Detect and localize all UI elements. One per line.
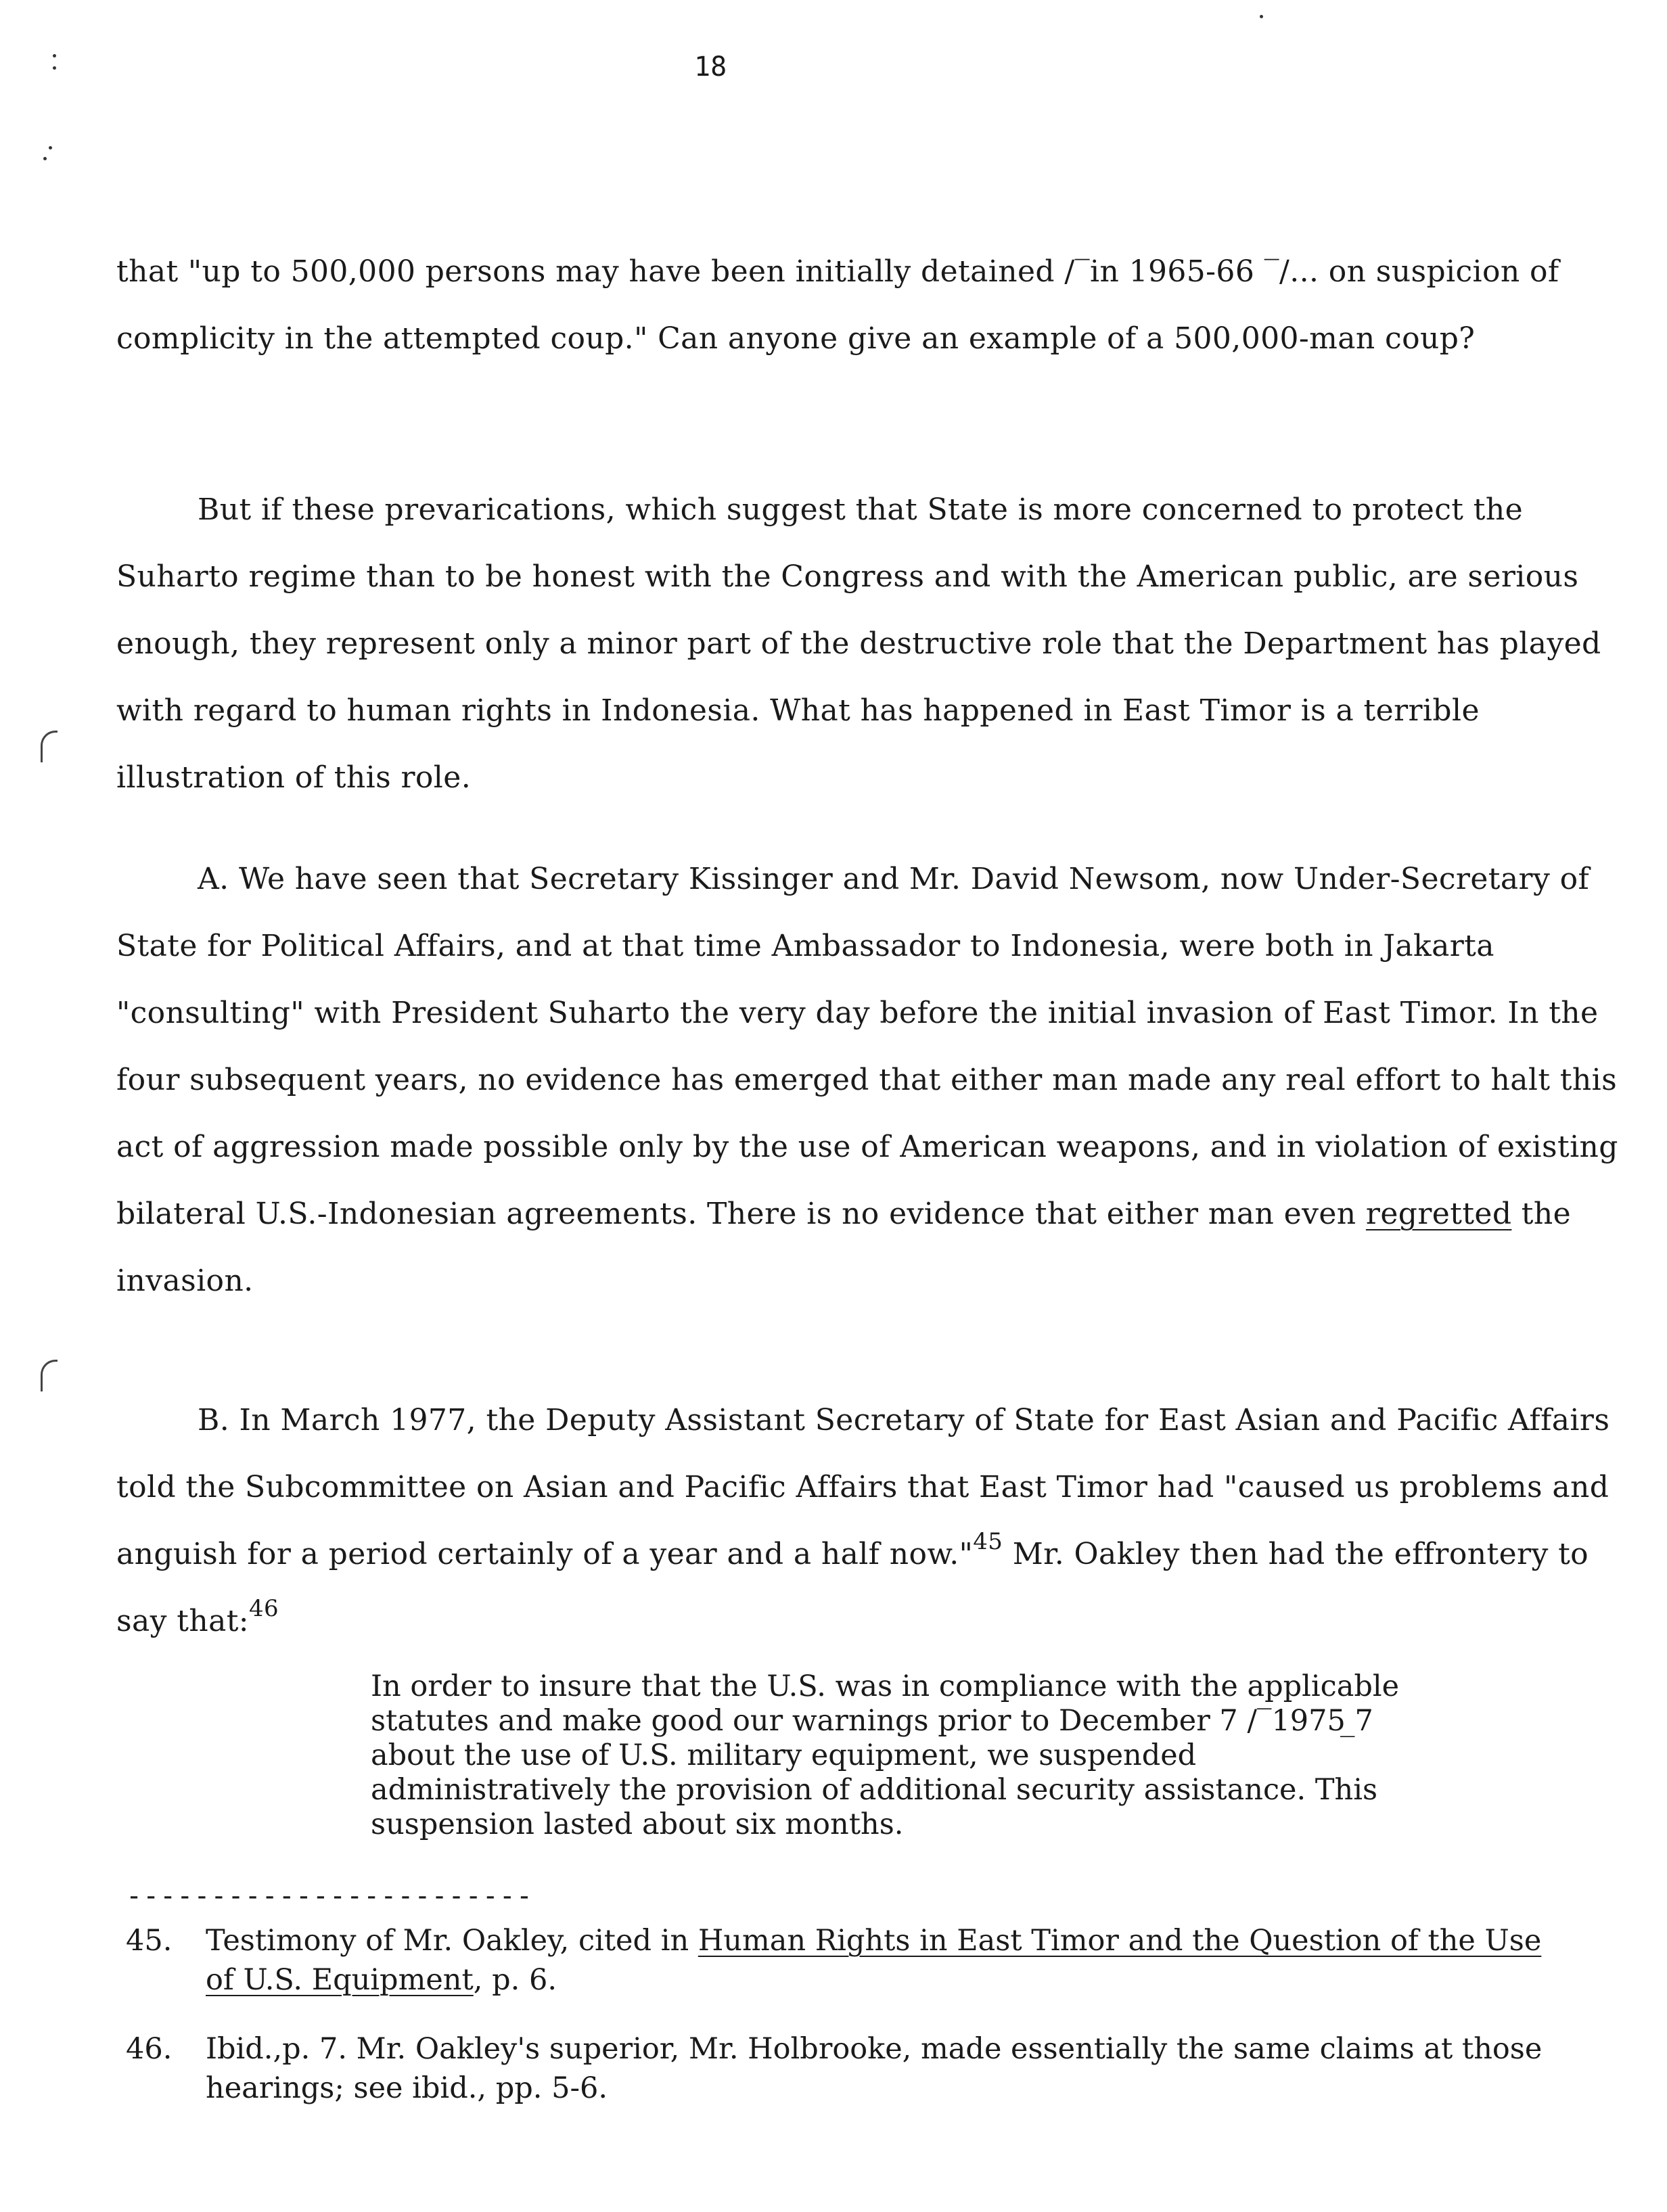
scan-speck xyxy=(53,54,56,57)
block-quote: In order to insure that the U.S. was in compliance with the applicable statutes and make good our warnings prior to December 7 /‾1975 ̲7 about the use of U.S. military equipment, we suspended administratively the provision of additional security assistance. This suspension lasted about six months. xyxy=(371,1669,1400,1841)
footnote-number: 46. xyxy=(126,2032,173,2066)
footnote xyxy=(126,2029,1547,2108)
paragraph-text xyxy=(116,846,1639,1314)
margin-mark xyxy=(41,731,58,762)
footnote-segment: , p. 6. xyxy=(473,1963,557,1997)
paragraph-segment: B. In March 1977, the Deputy Assistant Secretary of State for East Asian and Pacific Affairs told the Subcommittee on Asian and Pacific Affairs that East Timor had "caused us problems and anguish for a period certainly of a year and a half now." xyxy=(116,1403,1610,1571)
footnote xyxy=(126,1921,1547,2000)
margin-mark xyxy=(41,1360,58,1391)
footnote-ref: 46 xyxy=(249,1595,279,1622)
paragraph xyxy=(116,238,1639,372)
paragraph-text: that "up to 500,000 persons may have been initially detained /‾in 1965-66 ‾/... on suspicion of complicity in the attempted coup." Can anyone give an example of a 500,000-man coup? xyxy=(116,254,1559,356)
scan-speck xyxy=(53,66,56,70)
paragraph-text: But if these prevarications, which suggest that State is more concerned to protect the Suharto regime than to be honest with the Congress and with the American public, are serious enough, they represent only a minor part of the destructive role that the Department has played with regard to human rights in Indonesia. What has happened in East Timor is a terrible illustration of this role. xyxy=(116,492,1601,795)
page-number: 18 xyxy=(694,51,727,83)
paragraph-text xyxy=(116,1387,1639,1655)
paragraph-segment: A. We have seen that Secretary Kissinger and Mr. David Newsom, now Under-Secretary of State for Political Affairs, and at that time Ambassador to Indonesia, were both in Jakarta "consulting" with President Suharto the very day before the initial invasion of East Timor. In the four subsequent years, no evidence has emerged that either man made any real effort to halt this act of aggression made possible only by the use of American weapons, and in violation of existing bilateral U.S.-Indonesian agreements. There is no evidence that either man even xyxy=(116,862,1618,1231)
paragraph xyxy=(116,476,1639,811)
footnote-number: 45. xyxy=(126,1924,173,1958)
paragraph-segment: Mr. Oakley then had the effrontery to say that: xyxy=(116,1537,1589,1638)
paragraph-segment: the invasion. xyxy=(116,1197,1572,1298)
footnote-text xyxy=(206,1921,1547,2000)
footnote-segment: Testimony of Mr. Oakley, cited in xyxy=(206,1924,698,1958)
footnote-text: Ibid.,p. 7. Mr. Oakley's superior, Mr. Holbrooke, made essentially the same claims at those hearings; see ibid., pp. 5-6. xyxy=(206,2032,1543,2105)
paragraph xyxy=(116,846,1639,1314)
scan-speck xyxy=(49,146,52,149)
cited-title: Human Rights in East Timor and the Question of the Use of U.S. Equipment xyxy=(206,1924,1542,1997)
scan-speck xyxy=(43,157,47,160)
footnote-ref: 45 xyxy=(973,1528,1003,1555)
paragraph xyxy=(116,1387,1639,1655)
scan-speck xyxy=(1260,15,1263,18)
underlined-word: regretted xyxy=(1365,1197,1512,1231)
footnote-separator: ------------------------ xyxy=(126,1881,533,1912)
